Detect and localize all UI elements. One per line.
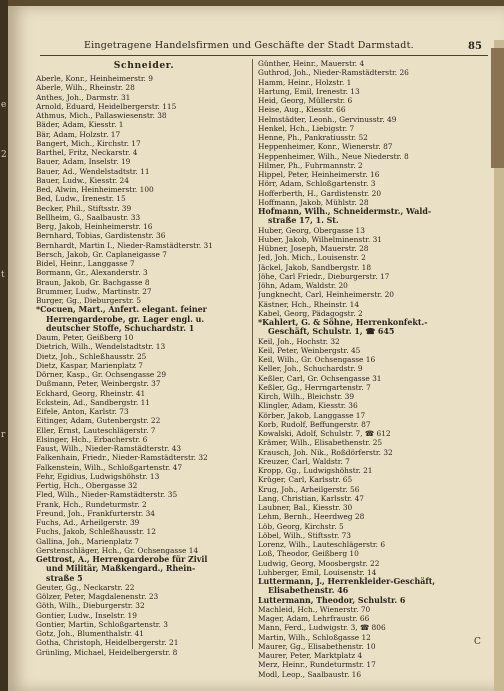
directory-entry: Fuchs, Ad., Arheilgerstr. 39 [36, 518, 140, 527]
directory-entry: Eckstein, Ad., Sandbergstr. 11 [36, 397, 151, 407]
directory-entry: Elisabethenstr. 46 [268, 586, 349, 596]
directory-entry: Geschäft, Schulstr. 1, ☎ 645 [268, 327, 395, 337]
directory-entry: Keller, Joh., Schuchardstr. 9 [258, 364, 363, 374]
directory-entry: Gontier, Martin, Schloßgartenstr. 3 [36, 619, 168, 629]
directory-entry: Eitinger, Adam, Gutenbergstr. 22 [36, 416, 161, 426]
directory-entry: Gotha, Christoph, Heidelbergerstr. 21 [36, 638, 179, 648]
running-header: Eingetragene Handelsfirmen und Geschäfte der Stadt Darmstadt. [84, 40, 414, 51]
directory-entry: Löb, Georg, Kirchstr. 5 [258, 521, 344, 531]
directory-entry: straße 17, 1. St. [268, 216, 339, 226]
directory-entry: Fehr, Egidius, Ludwigshöhstr. 13 [36, 471, 160, 481]
directory-entry: Daum, Peter, Geißberg 10 [36, 333, 134, 342]
directory-entry: Keil, Joh., Hochstr. 32 [258, 336, 340, 346]
directory-entry: Brummer, Ludw., Martinstr. 27 [36, 286, 152, 296]
directory-entry: Bormann, Gr., Alexanderstr. 3 [36, 268, 148, 278]
directory-entry: Dietz, Kaspar, Marienplatz 7 [36, 360, 143, 370]
directory-entry: *Kahlert, G. & Söhne, Herrenkonfekt.- [258, 318, 428, 327]
directory-entry: Hartung, Emil, Irenestr. 13 [258, 86, 360, 96]
directory-entry: Hoffmann, Jakob, Mühlstr. 28 [258, 197, 369, 207]
directory-entry: Braun, Jakob, Gr. Bachgasse 8 [36, 277, 150, 287]
directory-entry: Lorenz, Wilh., Lauteschlägerstr. 6 [258, 540, 386, 549]
directory-entry: straße 5 [46, 573, 83, 583]
directory-entry: Lang, Christian, Karlsstr. 47 [258, 493, 365, 503]
directory-entry: deutscher Stoffe, Schuchardstr. 1 [46, 323, 195, 333]
directory-entry: Hübner, Joseph, Mauerstr. 28 [258, 244, 369, 253]
directory-entry: Martin, Wilh., Schloßgasse 12 [258, 632, 371, 642]
directory-entry: Kreuzer, Carl, Waldstr. 7 [258, 456, 350, 466]
directory-entry: Hamm, Heinr., Holzstr. 1 [258, 77, 352, 87]
directory-entry: und Militär, Maßkengard., Rhein- [46, 564, 196, 574]
directory-entry: Gontier, Ludw., Inselstr. 19 [36, 610, 137, 620]
directory-entry: Guthrod, Joh., Nieder-Ramstädterstr. 26 [258, 68, 409, 78]
directory-entry: Barthel, Fritz, Neckarstr. 4 [36, 148, 138, 157]
directory-entry: Heppenheimer, Konr., Wienerstr. 87 [258, 142, 393, 152]
directory-entry: Becker, Phil., Stiftsstr. 39 [36, 203, 132, 213]
directory-entry: Fertig, Hch., Obergasse 32 [36, 481, 138, 490]
directory-entry: Keil, Wilh., Gr. Ochsengasse 16 [258, 355, 376, 364]
directory-entry: Krämer, Wilh., Elisabethenstr. 25 [258, 438, 383, 448]
directory-entry: Krug, Joh., Arheilgerstr. 56 [258, 484, 360, 494]
directory-entry: Jungknecht, Carl, Heinheimerstr. 20 [258, 290, 394, 300]
right-column [258, 59, 486, 679]
directory-entry: Bellheim, G., Saalbaustr. 33 [36, 212, 141, 222]
directory-entry: Mann, Ferd., Ludwigstr. 3, ☎ 806 [258, 623, 386, 633]
directory-entry: Anthes, Joh., Darmstr. 31 [36, 92, 131, 102]
directory-entry: Löbel, Wilh., Stiftsstr. 73 [258, 530, 352, 540]
directory-entry: Lehm, Bernh., Heerdweg 28 [258, 512, 365, 522]
directory-entry: Elsinger, Hch., Erbacherstr. 6 [36, 434, 148, 444]
directory-entry: Gallina, Joh., Marienplatz 7 [36, 536, 139, 546]
directory-entry: Maurer, Gg., Elisabethenstr. 10 [258, 641, 376, 651]
directory-entry: Krausch, Joh. Nik., Roßdörferstr. 32 [258, 447, 393, 457]
directory-entry: Hörr, Adam, Schloßgartenstr. 3 [258, 179, 376, 189]
directory-entry: Berg, Jakob, Heinheimerstr. 16 [36, 222, 153, 231]
directory-entry: Luttermann, Theodor, Schulstr. 6 [258, 595, 406, 605]
directory-entry: Luttermann, J., Herrenkleider-Geschäft, [258, 577, 436, 586]
directory-entry: Henkel, Hch., Liebigstr. 7 [258, 123, 355, 133]
directory-entry: Modl, Leop., Saalbaustr. 16 [258, 669, 362, 679]
directory-entry: Keßler, Carl, Gr. Ochsengasse 31 [258, 373, 382, 383]
directory-entry: Keil, Peter, Weinbergstr. 45 [258, 345, 361, 355]
directory-entry: Bauer, Adam, Inselstr. 19 [36, 157, 131, 167]
directory-entry: Arnold, Eduard, Heidelbergerstr. 115 [36, 101, 177, 111]
directory-entry: Keßler, Gg., Herrngartenstr. 7 [258, 382, 371, 392]
directory-entry: Jöhn, Adam, Waldstr. 20 [258, 281, 348, 290]
left-entry-list [36, 74, 252, 657]
directory-entry: Frank, Hch., Rundeturmstr. 2 [36, 499, 147, 509]
book-edge [0, 0, 8, 691]
section-title: Schneider. [113, 60, 175, 71]
directory-entry: Günther, Heinr., Mauerstr. 4 [258, 59, 365, 68]
directory-entry: *Cocuen, Mart., Anfert. elegant. feiner [36, 305, 207, 315]
directory-entry: Eifele, Anton, Karlstr. 73 [36, 407, 129, 416]
directory-entry: Bed, Ludw., Irenestr. 15 [36, 194, 126, 204]
directory-entry: Huber, Georg, Obergasse 13 [258, 225, 365, 235]
directory-entry: Dörner, Kasp., Gr. Ochsengasse 29 [36, 370, 167, 379]
directory-entry: Bauer, Ad., Wendelstadtstr. 11 [36, 166, 150, 176]
directory-entry: Kropp, Gg., Ludwigshöhstr. 21 [258, 466, 373, 475]
directory-entry: Grünling, Michael, Heidelbergerstr. 8 [36, 647, 178, 657]
directory-entry: Göth, Wilh., Dieburgerstr. 32 [36, 601, 145, 611]
directory-entry: Gölzer, Peter, Magdalenenstr. 23 [36, 592, 159, 601]
left-column [36, 59, 252, 657]
edge-mark: t [1, 270, 5, 280]
directory-entry: Eller, Ernst, Lauteschlägerstr. 7 [36, 425, 156, 435]
directory-entry: Kästner, Hch., Rheinstr. 14 [258, 299, 360, 309]
directory-entry: Korb, Rudolf, Beffungerstr. 87 [258, 419, 371, 429]
directory-entry: Athmus, Mich., Pallaswiesenstr. 38 [36, 111, 167, 120]
directory-entry: Dietz, Joh., Schleßhausstr. 25 [36, 351, 147, 361]
column-divider [252, 59, 253, 649]
directory-entry: Heise, Aug., Kiesstr. 66 [258, 105, 346, 115]
edge-mark: e [1, 100, 7, 110]
edge-mark: 2 [1, 150, 7, 160]
thumb-index-tab [491, 48, 504, 168]
directory-entry: Huber, Jakob, Wilhelminenstr. 31 [258, 234, 382, 244]
directory-entry: Loß, Theodor, Geißberg 10 [258, 549, 359, 559]
directory-entry: Geuter, Gg., Neckarstr. 22 [36, 582, 135, 592]
directory-entry: Bed, Alwin, Heinheimerstr. 100 [36, 185, 154, 194]
directory-entry: Kowalski, Adolf, Schulstr. 7, ☎ 612 [258, 429, 391, 438]
directory-entry: Laubner, Bal., Kiesstr. 30 [258, 503, 353, 512]
directory-entry: Herrengarderobe, gr. Lager engl. u. [46, 314, 205, 324]
directory-entry: Fled, Wilh., Nieder-Ramstädterstr. 35 [36, 490, 178, 500]
directory-entry: Hofmann, Wilh., Schneidermstr., Wald- [258, 207, 432, 216]
directory-entry: Dußmann, Peter, Weinbergstr. 37 [36, 379, 161, 389]
directory-entry: Falkenstein, Wilh., Schloßgartenstr. 47 [36, 462, 183, 472]
header-rule [40, 55, 488, 56]
directory-entry: Heid, Georg, Müllerstr. 6 [258, 96, 353, 105]
directory-entry: Kabel, Georg, Pädagogstr. 2 [258, 308, 363, 318]
directory-entry: Hofferberth, H., Gardistenstr. 20 [258, 188, 382, 198]
directory-entry: Hilmer, Ph., Fuhrmannstr. 2 [258, 160, 363, 170]
directory-entry: Hippel, Peter, Heinheimerstr. 16 [258, 170, 380, 179]
directory-entry: Bernhard, Tobias, Gardistenstr. 36 [36, 231, 166, 241]
directory-entry: Ludwig, Georg, Moosbergstr. 22 [258, 558, 380, 568]
directory-entry: Fuchs, Jakob, Schleßhausstr. 12 [36, 527, 156, 537]
directory-entry: Faust, Wilh., Nieder-Ramstädterstr. 43 [36, 444, 182, 453]
corner-mark: C [474, 637, 481, 647]
directory-entry: Bauer, Ludw., Kiesstr. 24 [36, 175, 129, 185]
directory-entry: Gettrost, A., Herrengarderobe für Zivil [36, 555, 208, 564]
directory-entry: Mager, Adam, Lehrfraustr. 66 [258, 614, 370, 623]
page-number: 85 [468, 41, 482, 52]
directory-entry: Freund, Joh., Frankfurterstr. 34 [36, 508, 155, 518]
right-entry-list [258, 59, 486, 679]
directory-entry: Bersch, Jakob, Gr. Caplaneigasse 7 [36, 249, 167, 259]
directory-entry: Maurer, Peter, Marktplatz 4 [258, 651, 363, 660]
directory-entry: Körber, Jakob, Langgasse 17 [258, 410, 366, 420]
directory-entry: Bäder, Adam, Kiesstr. 1 [36, 120, 124, 130]
directory-entry: Machleid, Hch., Wienerstr. 70 [258, 604, 371, 614]
directory-entry: Kirch, Wilh., Bleichstr. 39 [258, 392, 355, 401]
directory-entry: Gerstenschläger, Hch., Gr. Ochsengasse 14 [36, 545, 199, 555]
directory-entry: Bangert, Mich., Kirchstr. 17 [36, 138, 141, 148]
directory-entry: Jöhe, Carl Friedr., Dieburgerstr. 17 [258, 271, 390, 281]
directory-entry: Merz, Heinr., Rundeturmstr. 17 [258, 660, 376, 670]
directory-entry: Jed, Joh. Mich., Louisenstr. 2 [258, 253, 366, 263]
directory-entry: Burger, Gg., Dieburgerstr. 5 [36, 296, 142, 305]
directory-entry: Helmstädter, Leonh., Gervinusstr. 49 [258, 114, 397, 124]
directory-entry: Gotz, Joh., Blumenthalstr. 41 [36, 629, 144, 638]
directory-entry: Bernhardt, Martin I., Nieder-Ramstädterstr. 31 [36, 240, 213, 250]
directory-entry: Heppenheimer, Wilh., Neue Niederstr. 8 [258, 151, 409, 161]
directory-entry: Luhberger, Emil, Louisenstr. 14 [258, 567, 377, 577]
directory-entry: Aberle, Wilh., Rheinstr. 28 [36, 83, 135, 93]
directory-entry: Eckhard, Georg, Rheinstr. 41 [36, 388, 146, 398]
directory-entry: Krüger, Carl, Karlsstr. 65 [258, 475, 353, 485]
directory-entry: Jäckel, Jakob, Sandbergstr. 18 [258, 262, 372, 272]
edge-mark: r [1, 430, 6, 440]
directory-entry: Falkenhain, Friedr., Nieder-Ramstädterstr. 32 [36, 453, 208, 463]
directory-entry: Bidel, Heinr., Langgasse 7 [36, 259, 135, 268]
directory-entry: Dietrich, Wilh., Wendelstadtstr. 13 [36, 342, 166, 352]
directory-entry: Bär, Adam, Holzstr. 17 [36, 129, 121, 139]
directory-entry: Klingler, Adam, Kiesstr. 36 [258, 401, 358, 411]
directory-entry: Henne, Ph., Pankratiusstr. 52 [258, 133, 368, 142]
directory-entry: Aberle, Konr., Heinheimerstr. 9 [36, 74, 153, 83]
